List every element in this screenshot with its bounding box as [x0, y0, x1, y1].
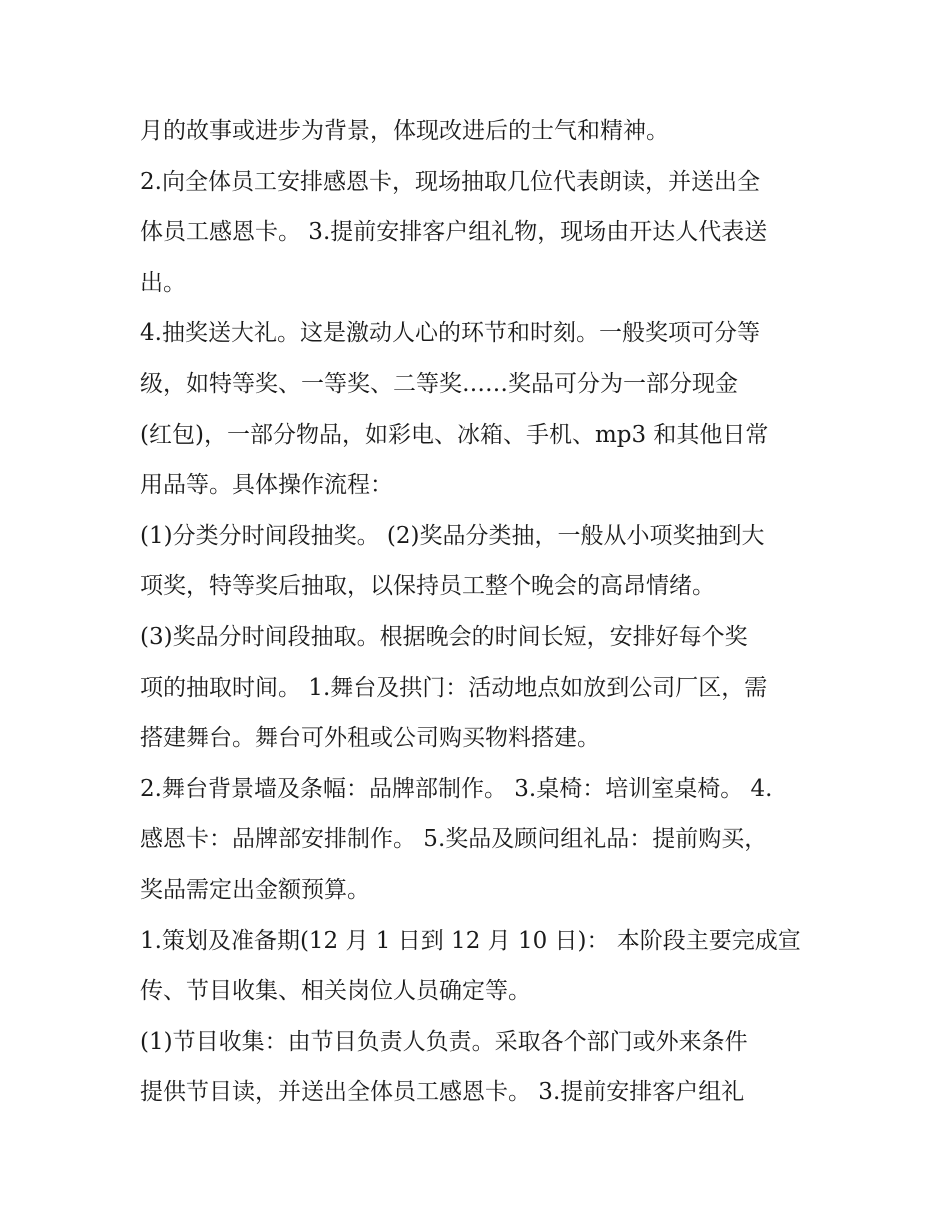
text-line: 出。: [140, 269, 186, 296]
text-line: 级，如特等奖、一等奖、二等奖……奖品可分为一部分现金: [140, 370, 738, 397]
text-line: 奖品需定出金额预算。: [140, 876, 370, 903]
text-line: 提供节目读，并送出全体员工感恩卡。 3.提前安排客户组礼: [140, 1079, 745, 1106]
text-line: 传、节目收集、相关岗位人员确定等。: [140, 978, 531, 1005]
text-line: 体员工感恩卡。 3.提前安排客户组礼物，现场由开达人代表送: [140, 219, 768, 246]
text-line: 用品等。具体操作流程：: [140, 472, 393, 499]
text-line: 1.策划及准备期(12 月 1 日到 12 月 10 日)： 本阶段主要完成宣: [140, 927, 801, 954]
text-line: 项的抽取时间。 1.舞台及拱门：活动地点如放到公司厂区，需: [140, 674, 768, 701]
text-line: 搭建舞台。舞台可外租或公司购买物料搭建。: [140, 725, 600, 752]
text-line: 2.向全体员工安排感恩卡，现场抽取几位代表朗读，并送出全: [140, 168, 760, 195]
text-line: 感恩卡：品牌部安排制作。 5.奖品及顾问组礼品：提前购买，: [140, 826, 768, 853]
text-line: 月的故事或进步为背景，体现改进后的士气和精神。: [140, 118, 669, 144]
text-line: 4.抽奖送大礼。这是激动人心的环节和时刻。一般奖项可分等: [140, 320, 760, 347]
text-line: (3)奖品分时间段抽取。根据晚会的时间长短，安排好每个奖: [140, 623, 748, 650]
text-line: (红包)，一部分物品，如彩电、冰箱、手机、mp3 和其他日常: [140, 421, 769, 448]
text-line: 项奖，特等奖后抽取，以保持员工整个晚会的高昂情绪。: [140, 573, 715, 600]
document-body: [140, 106, 820, 1118]
text-line: (1)节目收集：由节目负责人负责。采取各个部门或外来条件: [140, 1028, 748, 1055]
text-line: (1)分类分时间段抽奖。 (2)奖品分类抽，一般从小项奖抽到大: [140, 522, 765, 549]
text-line: 2.舞台背景墙及条幅：品牌部制作。 3.桌椅：培训室桌椅。 4.: [140, 775, 773, 802]
